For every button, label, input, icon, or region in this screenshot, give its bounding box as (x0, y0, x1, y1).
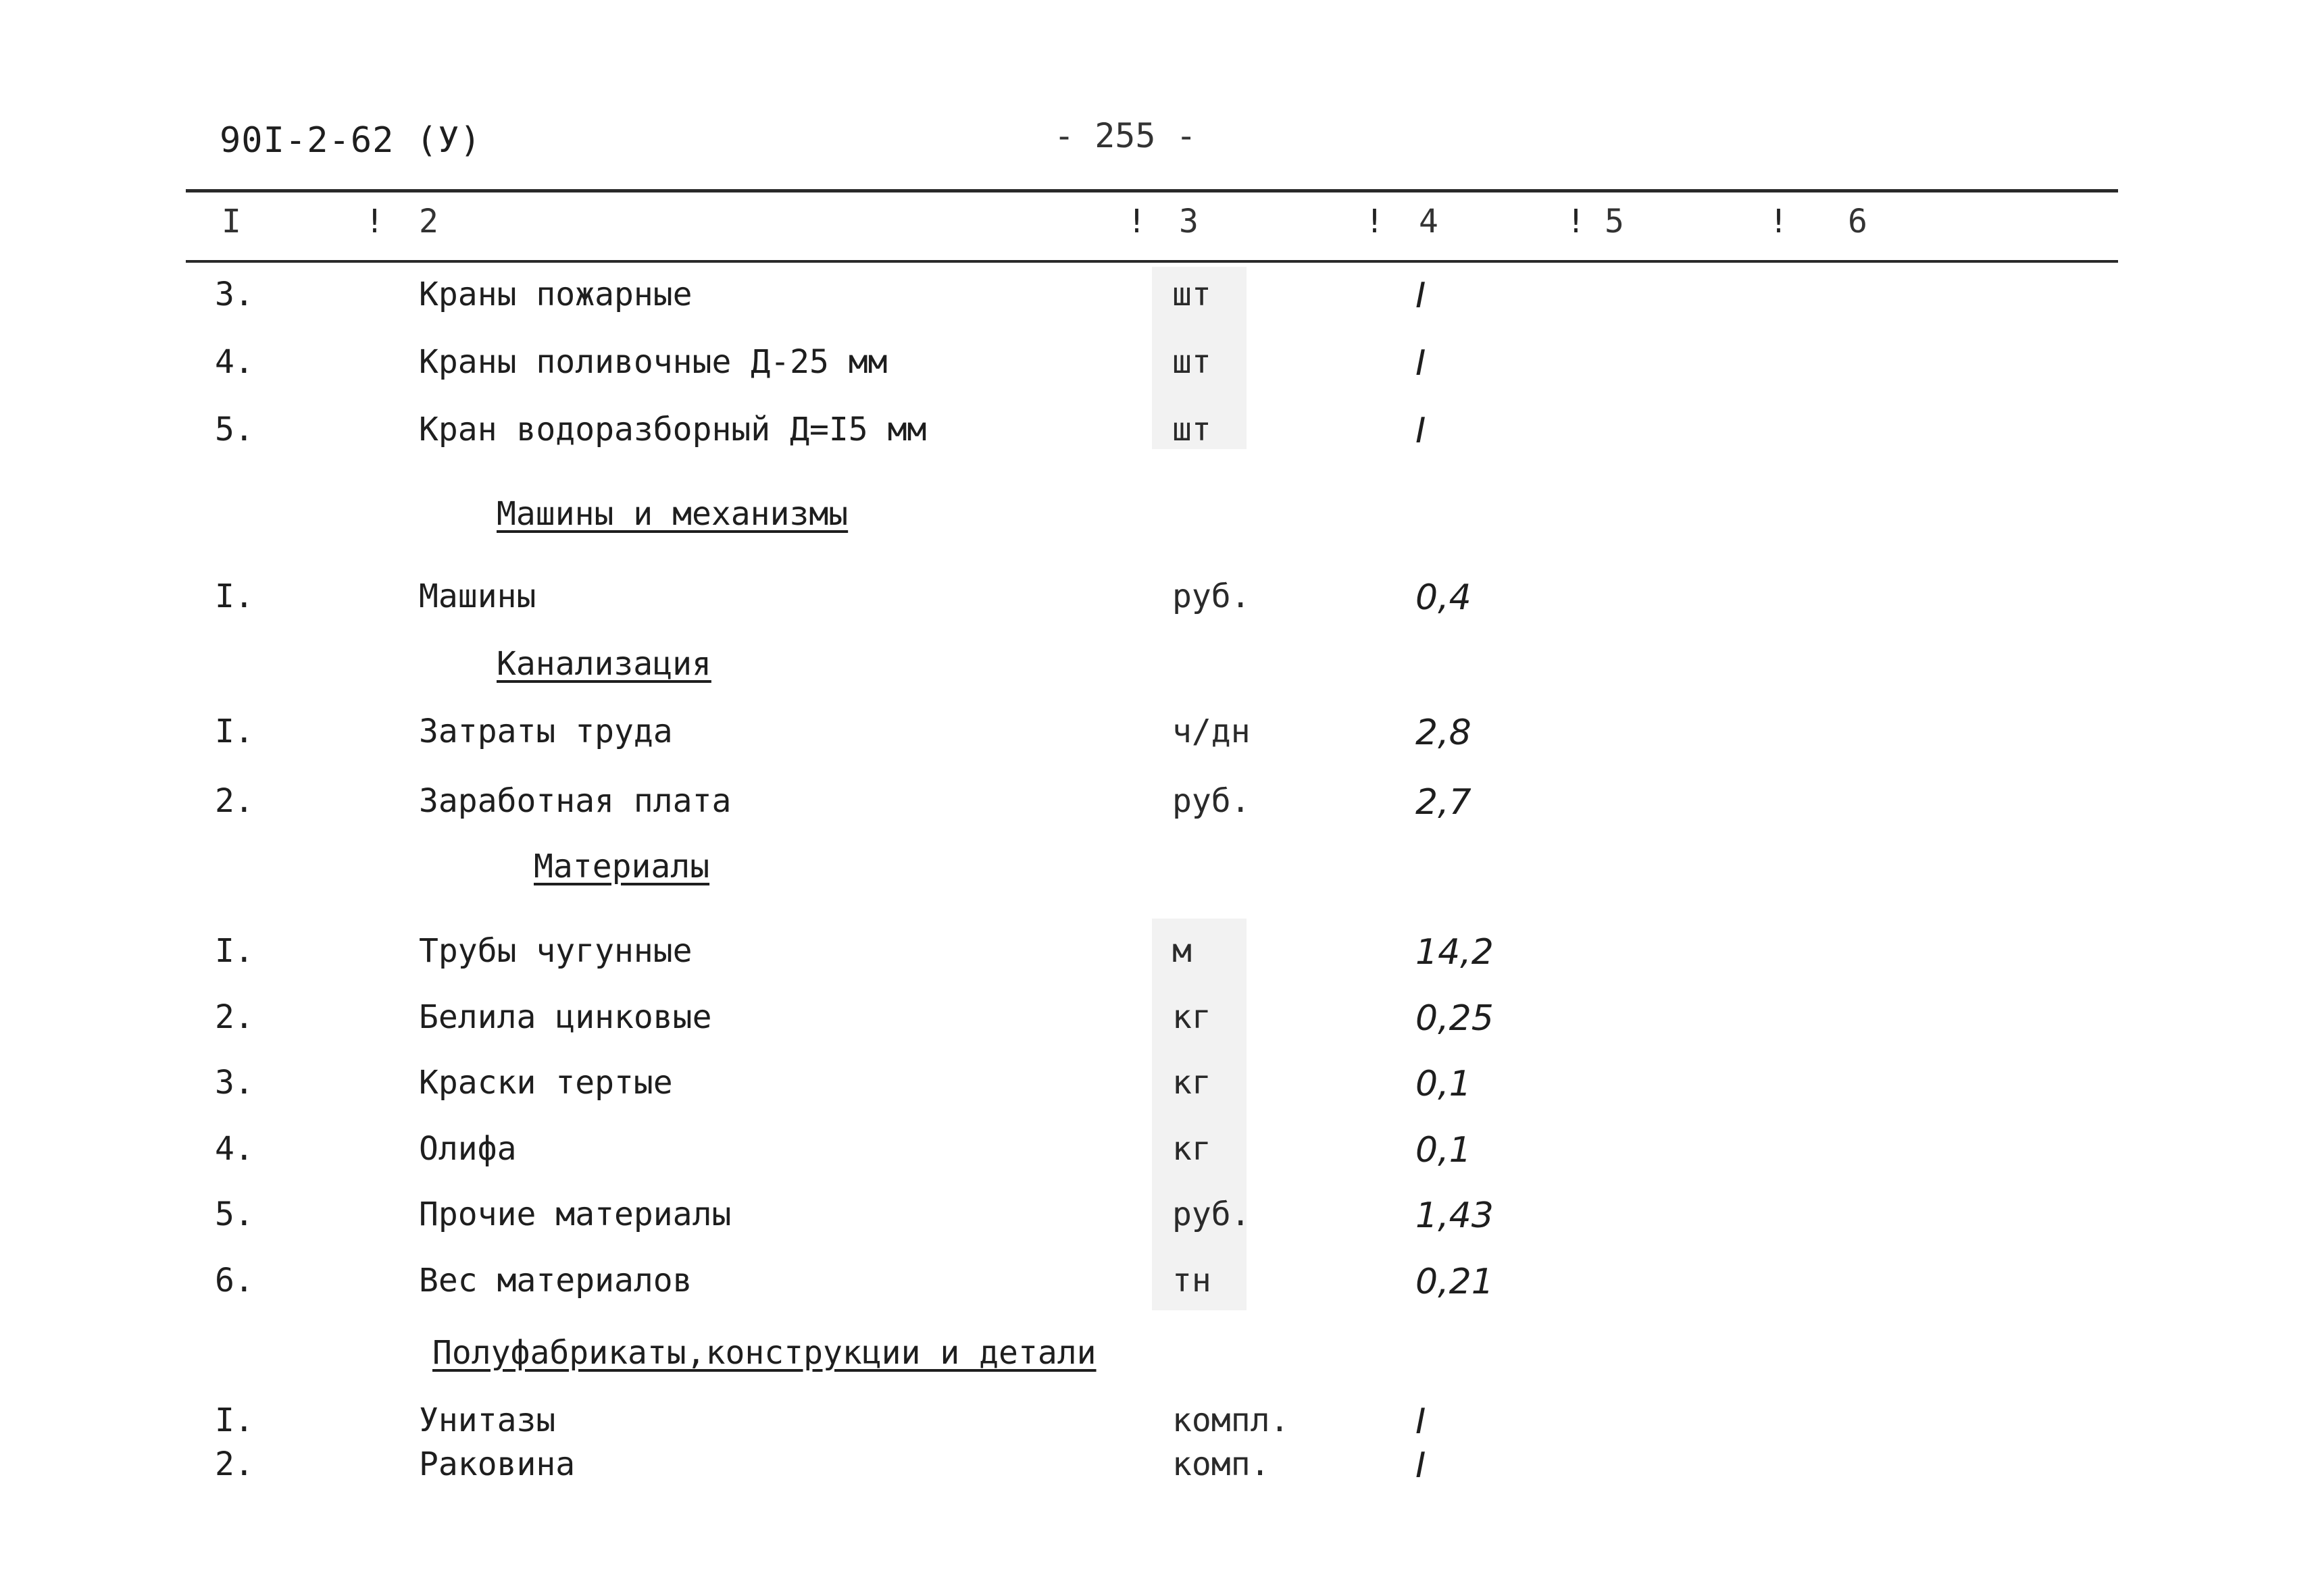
page-number: - 255 - (1054, 116, 1197, 155)
row-number: I. (215, 713, 254, 750)
row-number: 4. (215, 343, 254, 381)
row-number: I. (215, 932, 254, 970)
row-quantity: 0,1 (1415, 1130, 1472, 1170)
row-quantity: 0,21 (1415, 1262, 1494, 1302)
row-quantity: 14,2 (1415, 932, 1494, 973)
row-unit: комп. (1172, 1445, 1270, 1483)
row-number: 5. (215, 1195, 254, 1233)
row-unit: шт (1172, 343, 1211, 381)
column-header-1: I (222, 203, 241, 240)
table-row (0, 782, 2314, 829)
row-quantity: I (1415, 1401, 1426, 1442)
row-unit: шт (1172, 411, 1211, 448)
document-code: 90I-2-62 (У) (220, 120, 482, 161)
column-header-2: 2 (419, 203, 438, 240)
table-row (0, 932, 2314, 979)
table-row (0, 1195, 2314, 1243)
row-name: Вес материалов (419, 1262, 693, 1299)
row-quantity: I (1415, 411, 1426, 451)
column-separator: ! (365, 203, 384, 240)
row-name: Унитазы (419, 1401, 556, 1439)
row-quantity: I (1415, 1445, 1426, 1486)
row-unit: руб. (1172, 1195, 1251, 1233)
column-header-3: 3 (1179, 203, 1199, 240)
table-row (0, 343, 2314, 390)
row-name: Раковина (419, 1445, 576, 1483)
column-header-6: 6 (1848, 203, 1867, 240)
row-unit: тн (1172, 1262, 1211, 1299)
row-quantity: 0,25 (1415, 998, 1494, 1039)
table-row (0, 276, 2314, 323)
row-number: I. (215, 1401, 254, 1439)
row-name: Белила цинковые (419, 998, 712, 1036)
row-unit: руб. (1172, 782, 1251, 820)
row-name: Прочие материалы (419, 1195, 732, 1233)
row-unit: кг (1172, 1064, 1211, 1102)
row-quantity: 2,7 (1415, 782, 1472, 823)
row-quantity: 0,4 (1415, 577, 1472, 618)
column-separator: ! (1365, 203, 1384, 240)
column-header-5: 5 (1605, 203, 1624, 240)
row-name: Краны поливочные Д-25 мм (419, 343, 888, 381)
row-unit: руб. (1172, 577, 1251, 615)
row-name: Краны пожарные (419, 276, 693, 313)
table-row (0, 998, 2314, 1046)
row-name: Заработная плата (419, 782, 732, 820)
row-name: Затраты труда (419, 713, 673, 750)
row-unit: кг (1172, 998, 1211, 1036)
table-header-rule (186, 260, 2118, 263)
table-row (0, 1445, 2314, 1493)
row-number: 2. (215, 1445, 254, 1483)
column-separator: ! (1127, 203, 1147, 240)
section-title-semifinished: Полуфабрикаты,конструкции и детали (432, 1334, 1097, 1372)
row-quantity: I (1415, 343, 1426, 384)
table-row (0, 1401, 2314, 1449)
column-header-4: 4 (1419, 203, 1438, 240)
table-top-rule (186, 189, 2118, 192)
table-row (0, 1262, 2314, 1309)
section-title-materials: Материалы (534, 848, 710, 885)
table-row (0, 713, 2314, 760)
row-unit: кг (1172, 1130, 1211, 1168)
section-title-machines: Машины и механизмы (497, 495, 849, 533)
row-quantity: 2,8 (1415, 713, 1472, 753)
row-unit: компл. (1172, 1401, 1290, 1439)
row-name: Трубы чугунные (419, 932, 693, 970)
row-number: 3. (215, 276, 254, 313)
section-title-sewerage: Канализация (497, 645, 711, 683)
row-number: 2. (215, 782, 254, 820)
column-separator: ! (1566, 203, 1586, 240)
row-quantity: I (1415, 276, 1426, 316)
table-row (0, 1130, 2314, 1177)
row-unit: м (1172, 932, 1192, 970)
table-row (0, 1064, 2314, 1111)
table-row (0, 411, 2314, 458)
column-separator: ! (1769, 203, 1788, 240)
row-name: Олифа (419, 1130, 517, 1168)
row-quantity: 0,1 (1415, 1064, 1472, 1104)
row-number: 3. (215, 1064, 254, 1102)
row-number: 2. (215, 998, 254, 1036)
row-name: Краски тертые (419, 1064, 673, 1102)
row-name: Машины (419, 577, 536, 615)
row-number: I. (215, 577, 254, 615)
row-number: 5. (215, 411, 254, 448)
table-row (0, 577, 2314, 625)
row-number: 4. (215, 1130, 254, 1168)
row-number: 6. (215, 1262, 254, 1299)
row-name: Кран водоразборный Д=I5 мм (419, 411, 927, 448)
row-unit: ч/дн (1172, 713, 1251, 750)
row-quantity: 1,43 (1415, 1195, 1494, 1236)
row-unit: шт (1172, 276, 1211, 313)
